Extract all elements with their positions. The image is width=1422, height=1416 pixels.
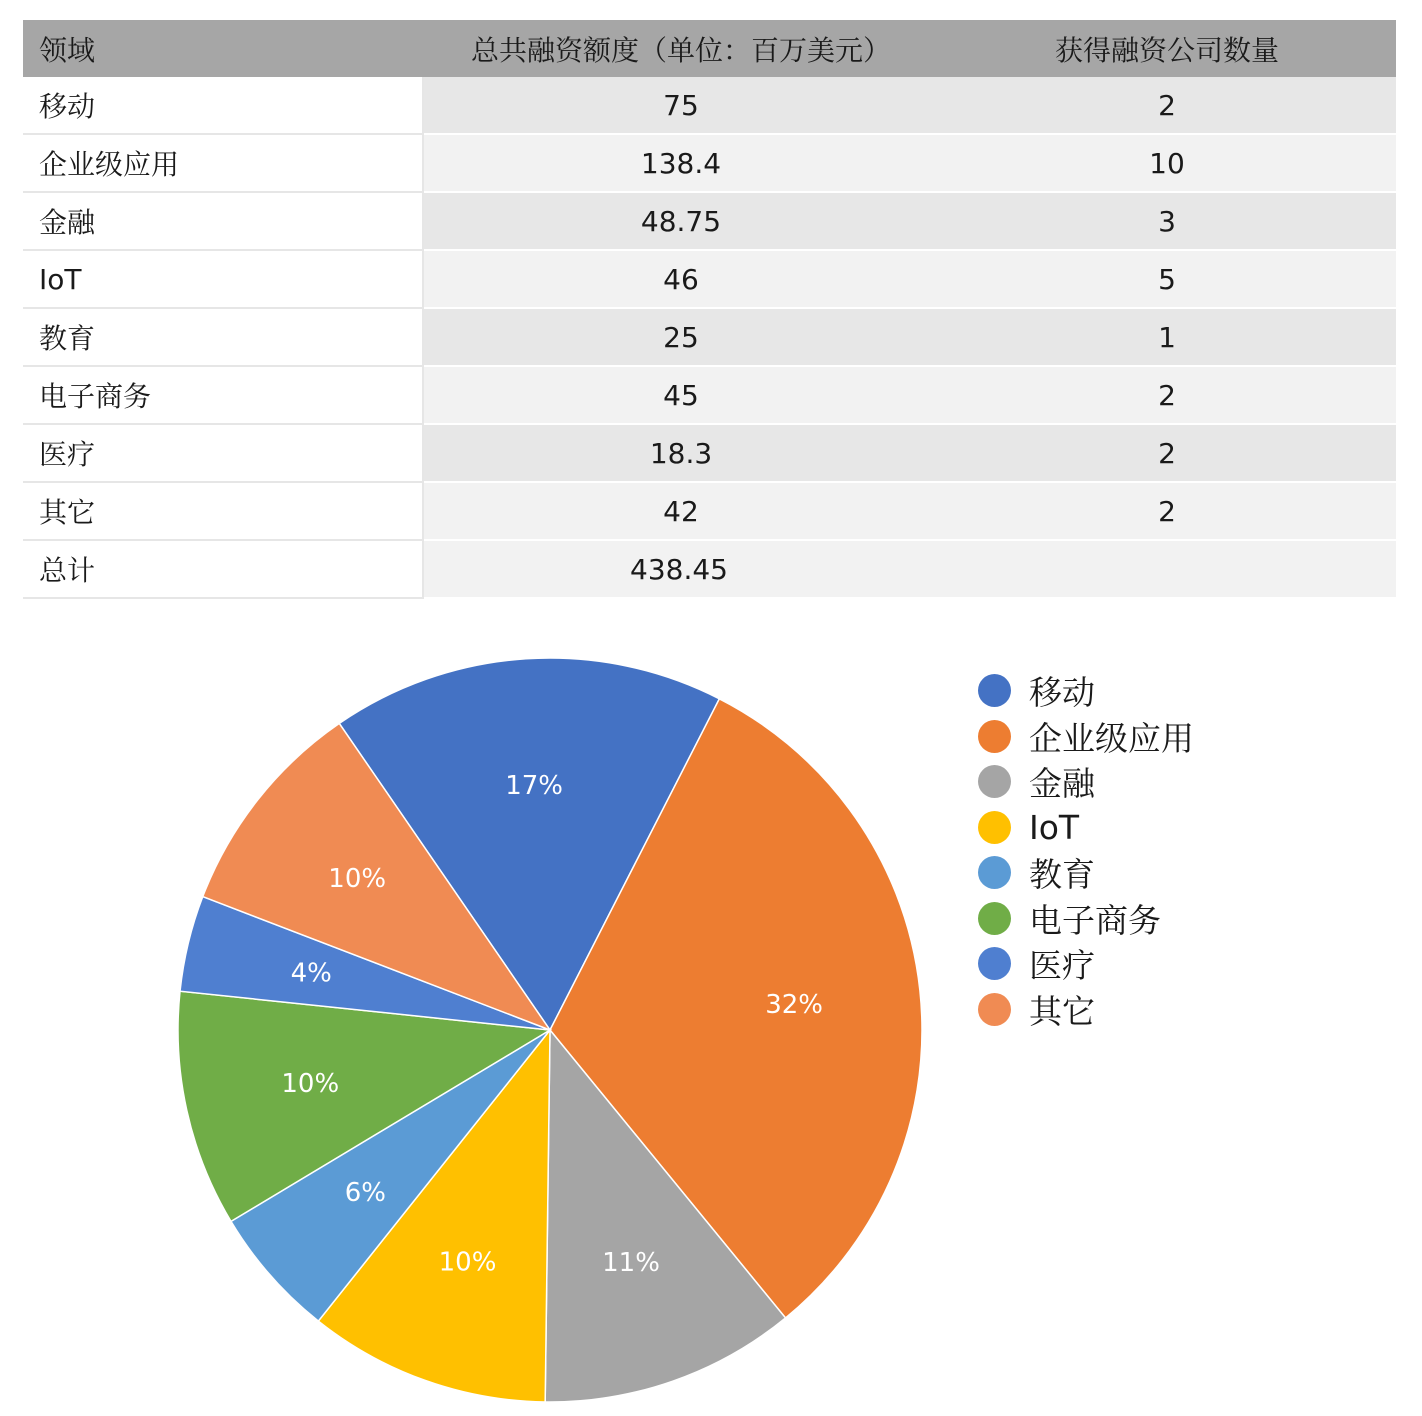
table-cell-amount: 48.75 — [424, 193, 938, 251]
table-cell-amount: 46 — [424, 251, 938, 309]
legend-label: IoT — [1029, 807, 1080, 847]
table-cell-amount: 45 — [424, 367, 938, 425]
legend-label: 企业级应用 — [1029, 718, 1194, 758]
legend-label: 其它 — [1029, 991, 1095, 1031]
pie-slice-label: 11% — [602, 1247, 660, 1278]
table-cell-count: 2 — [938, 77, 1396, 135]
table-row — [23, 193, 1396, 251]
table-row — [23, 309, 1396, 367]
legend-swatch — [978, 902, 1011, 935]
table-cell-amount: 25 — [424, 309, 938, 367]
legend-item — [978, 668, 1194, 714]
table-cell-domain: IoT — [23, 251, 424, 309]
legend-label: 医疗 — [1029, 946, 1095, 986]
table-row — [23, 367, 1396, 425]
table-cell-count: 2 — [938, 483, 1396, 541]
table-total-row — [23, 541, 1396, 599]
pie-chart — [0, 620, 960, 1416]
table-cell-count: 10 — [938, 135, 1396, 193]
legend-label: 移动 — [1029, 673, 1095, 713]
legend-swatch — [978, 856, 1011, 889]
table-row — [23, 425, 1396, 483]
table-cell-count: 2 — [938, 367, 1396, 425]
pie-slice-label: 6% — [344, 1177, 386, 1208]
table-cell-amount: 138.4 — [424, 135, 938, 193]
table-row — [23, 135, 1396, 193]
table-row — [23, 483, 1396, 541]
legend-swatch — [978, 947, 1011, 980]
pie-slice-label: 4% — [290, 958, 332, 989]
table-row — [23, 251, 1396, 309]
header-amount: 总共融资额度（单位：百万美元） — [470, 33, 891, 67]
total-count — [938, 541, 1396, 599]
pie-slice-label: 17% — [505, 770, 564, 801]
table-cell-count: 2 — [938, 425, 1396, 483]
table-row — [23, 77, 1396, 135]
legend-item — [978, 714, 1194, 760]
legend-item — [978, 896, 1194, 942]
legend-swatch — [978, 811, 1011, 844]
pie-slice-label: 10% — [281, 1069, 340, 1100]
pie-slice-label: 10% — [328, 863, 387, 894]
legend-label: 电子商务 — [1029, 900, 1161, 940]
table-header-row — [23, 20, 1396, 77]
table-cell-domain: 电子商务 — [23, 367, 424, 425]
legend-swatch — [978, 993, 1011, 1026]
table-cell-count: 5 — [938, 251, 1396, 309]
pie-slice-label: 10% — [438, 1247, 497, 1278]
table-cell-amount: 18.3 — [424, 425, 938, 483]
legend-item — [978, 759, 1194, 805]
legend-label: 金融 — [1029, 764, 1095, 804]
legend-label: 教育 — [1029, 855, 1095, 895]
table-cell-amount: 75 — [424, 77, 938, 135]
table-cell-count: 1 — [938, 309, 1396, 367]
chart-legend — [978, 668, 1194, 1032]
pie-slice-label: 32% — [765, 989, 824, 1020]
legend-swatch — [978, 674, 1011, 707]
header-count: 获得融资公司数量 — [1054, 33, 1279, 67]
table-cell-count: 3 — [938, 193, 1396, 251]
legend-item — [978, 987, 1194, 1033]
legend-item — [978, 850, 1194, 896]
table-cell-amount: 42 — [424, 483, 938, 541]
header-domain: 领域 — [23, 20, 424, 77]
funding-table — [23, 20, 1396, 599]
table-cell-domain: 其它 — [23, 483, 424, 541]
table-cell-domain: 医疗 — [23, 425, 424, 483]
table-cell-domain: 金融 — [23, 193, 424, 251]
table-cell-domain: 企业级应用 — [23, 135, 424, 193]
legend-swatch — [978, 765, 1011, 798]
legend-item — [978, 805, 1194, 851]
total-label: 总计 — [23, 541, 424, 599]
legend-swatch — [978, 720, 1011, 753]
table-cell-domain: 教育 — [23, 309, 424, 367]
legend-item — [978, 941, 1194, 987]
table-cell-domain: 移动 — [23, 77, 424, 135]
total-amount: 438.45 — [424, 541, 938, 599]
